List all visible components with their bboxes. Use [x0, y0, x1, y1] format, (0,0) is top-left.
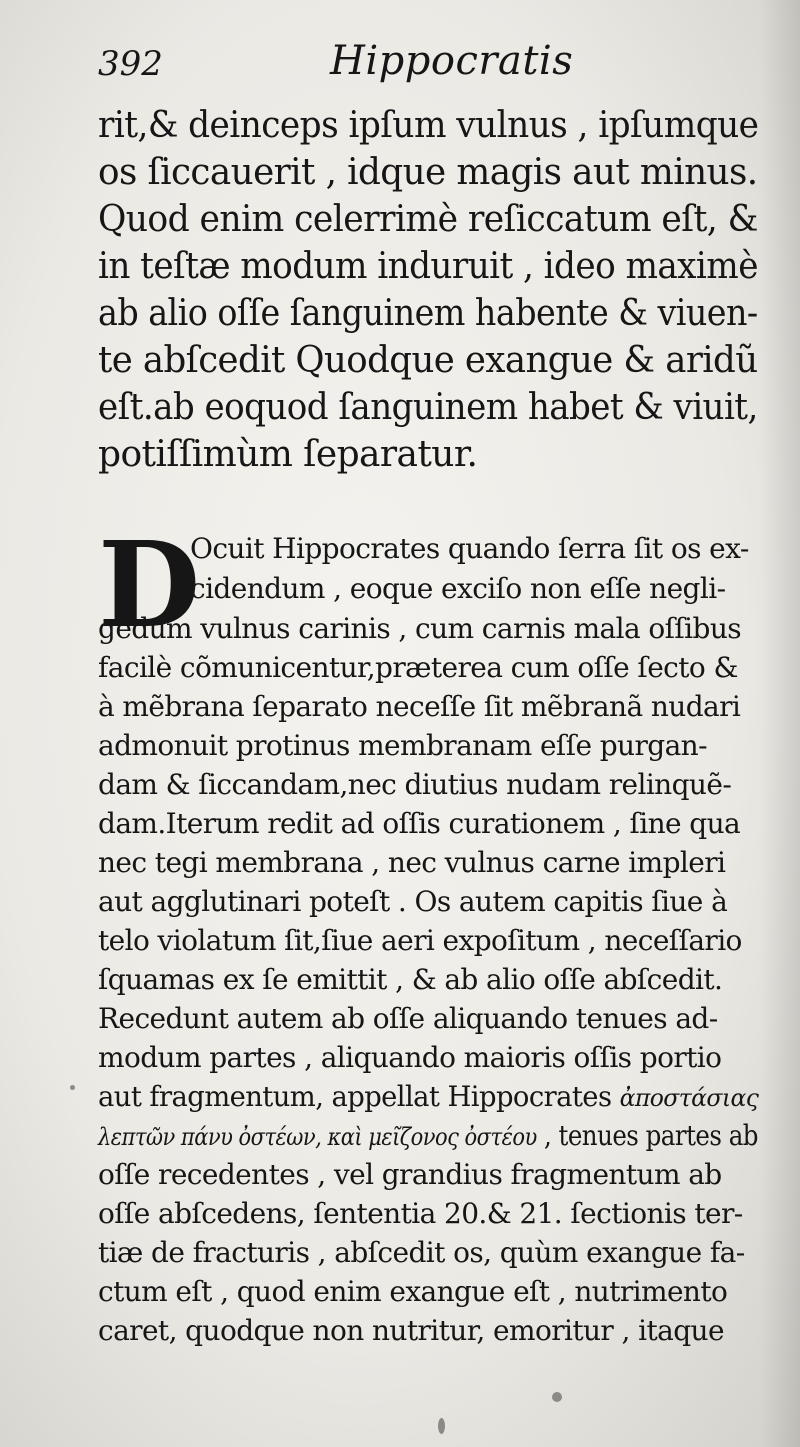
text-line: oſſe recedentes , vel grandius fragmentum ab [98, 1158, 722, 1191]
text-line: dam.Iterum redit ad oſſis curationem , ſine qua [98, 807, 741, 840]
text-line: Ocuit Hippocrates quando ſerra ſit os ex- [190, 532, 749, 565]
text-segment: aut fragmentum, appellat Hippocrates [98, 1080, 612, 1113]
paper-speck [70, 1085, 75, 1090]
text-line: oſſe abſcedens, ſententia 20.& 21. ſectionis ter- [98, 1197, 743, 1230]
text-line: te abſcedit Quodque exangue & aridũ [98, 340, 758, 381]
text-line: dam & ſiccandam,nec diutius nudam relinquẽ- [98, 768, 732, 801]
text-line: telo violatum ſit,ſiue aeri expoſitum , neceſſario [98, 924, 742, 957]
text-line [98, 1080, 759, 1113]
text-line: eſt.ab eoquod ſanguinem habet & viuit, [98, 387, 758, 428]
text-line: tiæ de fracturis , abſcedit os, quùm exangue fa- [98, 1236, 745, 1269]
page-edge-shadow [760, 0, 800, 1447]
text-line: cidendum , eoque exciſo non eſſe negli- [190, 572, 726, 605]
text-line: Quod enim celerrimè reſiccatum eſt, & [98, 199, 758, 240]
text-line: Recedunt autem ab oſſe aliquando tenues ad- [98, 1002, 718, 1035]
text-line: à mẽbrana ſeparato neceſſe ſit mẽbranã nudari [98, 690, 741, 723]
drop-cap: D [98, 515, 201, 654]
text-line: admonuit protinus membranam eſſe purgan- [98, 729, 707, 762]
text-line: ctum eſt , quod enim exangue eſt , nutrimento [98, 1275, 728, 1308]
greek-phrase: λεπτῶν πάνυ ὀστέων, καὶ μεῖζονος ὀστέου [98, 1123, 537, 1151]
running-head: Hippocratis [330, 38, 574, 84]
greek-phrase: ἀποστάσιας [619, 1084, 759, 1112]
text-line: nec tegi membrana , nec vulnus carne impleri [98, 846, 726, 879]
page-number: 392 [98, 44, 163, 84]
text-line: rit,& deinceps ipſum vulnus , ipſumque [98, 105, 759, 146]
text-line: modum partes , aliquando maioris oſſis portio [98, 1041, 722, 1074]
paper-speck [438, 1418, 445, 1434]
text-line: ab alio oſſe ſanguinem habente & viuen- [98, 293, 758, 334]
text-line [98, 1119, 758, 1152]
text-line: os ſiccauerit , idque magis aut minus. [98, 152, 758, 193]
text-line: facilè cõmunicentur,præterea cum oſſe ſecto & [98, 651, 738, 684]
text-line: aut agglutinari poteſt . Os autem capitis ſiue à [98, 885, 728, 918]
text-segment: , tenues partes ab [543, 1119, 758, 1152]
paper-speck [552, 1392, 562, 1402]
text-line: caret, quodque non nutritur, emoritur , itaque [98, 1314, 724, 1347]
text-line: ſquamas ex ſe emittit , & ab alio oſſe abſcedit. [98, 963, 723, 996]
text-line: gẽdum vulnus carinis , cum carnis mala oſſibus [98, 612, 742, 645]
text-line: potiſſimùm ſeparatur. [98, 434, 478, 475]
page-header [98, 38, 758, 98]
text-line: in teſtæ modum induruit , ideo maximè [98, 246, 758, 287]
